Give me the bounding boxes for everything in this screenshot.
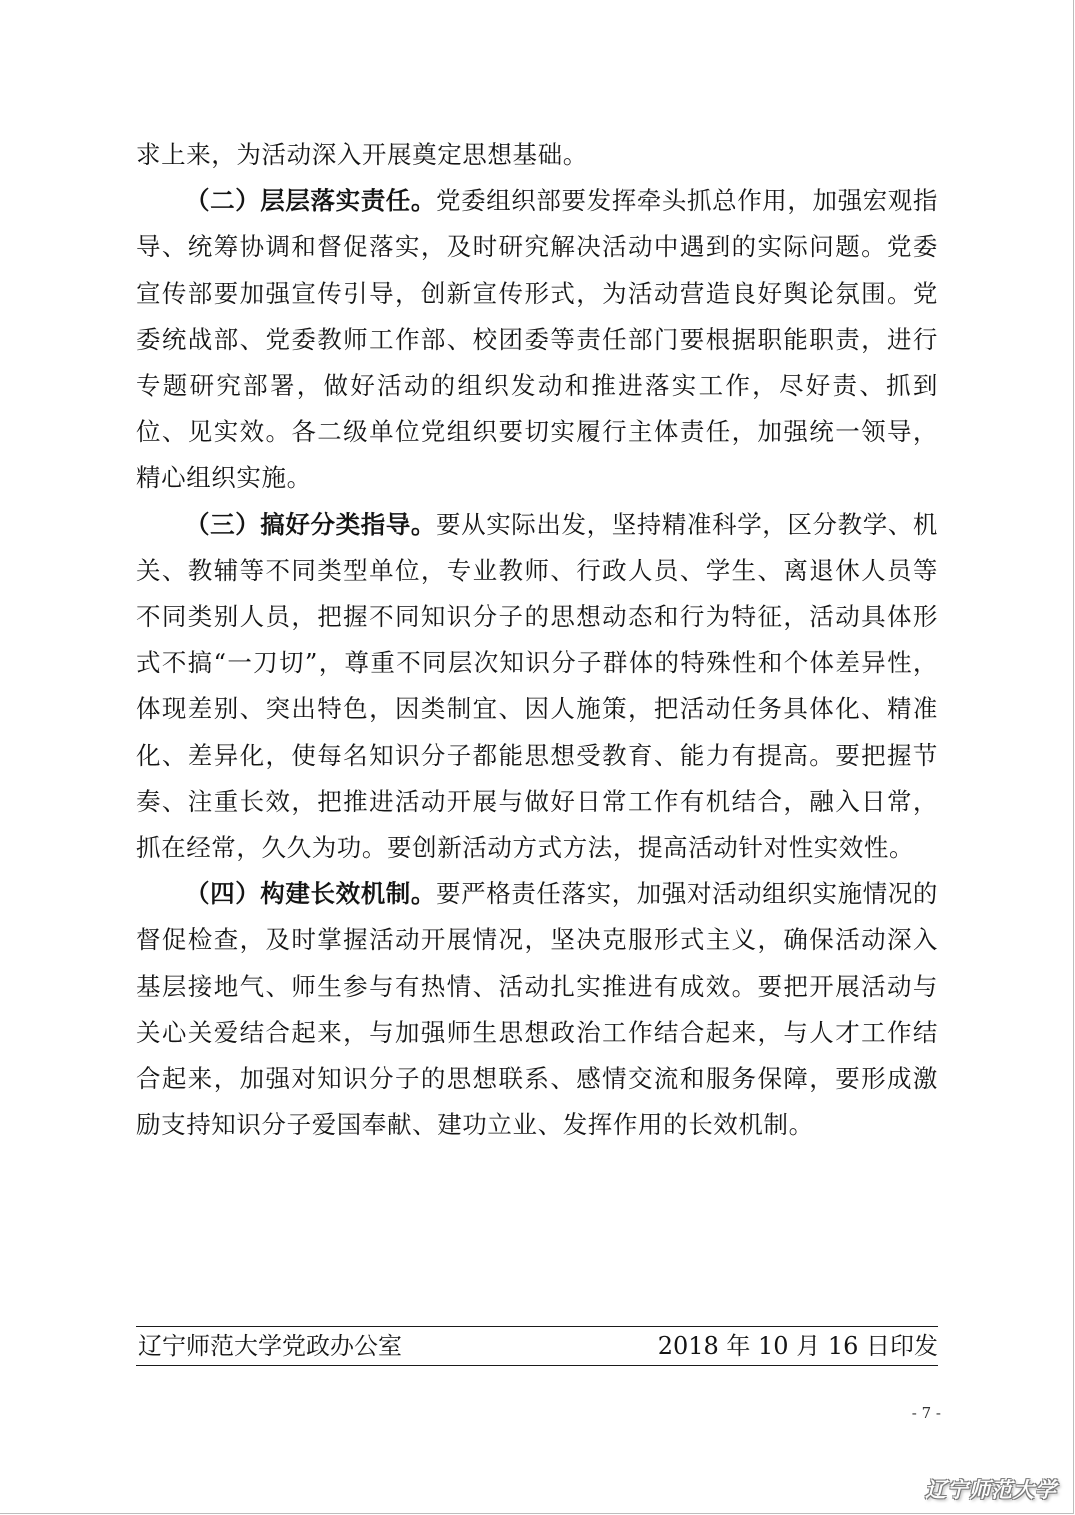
imprint-line (136, 1326, 938, 1366)
section-heading: （四）构建长效机制。 (185, 879, 436, 909)
watermark-logo: 辽宁师范大学 (925, 1478, 1057, 1502)
paragraph-section-3 (136, 502, 938, 872)
paragraph-text: 党委组织部要发挥牵头抓总作用，加强宏观指导、统筹协调和督促落实，及时研究解决活动中遇到的实际问题。党委宣传部要加强宣传引导，创新宣传形式，为活动营造良好舆论氛围。党委统战部、党委教师工作部、校团委等责任部门要根据职能职责，进行专题研究部署，做好活动的组织发动和推进落实工作，尽好责、抓到位、见实效。各二级单位党组织要切实履行主体责任，加强统一领导，精心组织实施。 (136, 186, 938, 493)
paragraph-text: 求上来，为活动深入开展奠定思想基础。 (136, 140, 588, 169)
paragraph-text: 要严格责任落实，加强对活动组织实施情况的督促检查，及时掌握活动开展情况，坚决克服形式主义，确保活动深入基层接地气、师生参与有热情、活动扎实推进有成效。要把开展活动与关心关爱结合起来，与加强师生思想政治工作结合起来，与人才工作结合起来，加强对知识分子的思想联系、感情交流和服务保障，要形成激励支持知识分子爱国奉献、建功立业、发挥作用的长效机制。 (136, 879, 938, 1140)
page-number: - 7 - (911, 1404, 941, 1422)
issue-date: 2018 年 10 月 16 日印发 (657, 1332, 938, 1360)
paragraph-section-4 (136, 871, 938, 1148)
section-heading: （三）搞好分类指导。 (185, 509, 436, 539)
paragraph-continuation (136, 132, 938, 178)
paragraph-section-2 (136, 178, 938, 501)
paragraph-text: 要从实际出发，坚持精准科学，区分教学、机关、教辅等不同类型单位，专业教师、行政人员、学生、离退休人员等不同类别人员，把握不同知识分子的思想动态和行为特征，活动具体形式不搞“一刀切”，尊重不同层次知识分子群体的特殊性和个体差异性，体现差别、突出特色，因类制宜、因人施策，把活动任务具体化、精准化、差异化，使每名知识分子都能思想受教育、能力有提高。要把握节奏、注重长效，把推进活动开展与做好日常工作有机结合，融入日常，抓在经常，久久为功。要创新活动方式方法，提高活动针对性实效性。 (136, 509, 938, 863)
document-body (136, 132, 938, 1148)
section-heading: （二）层层落实责任。 (185, 186, 436, 216)
issuer-name: 辽宁师范大学党政办公室 (138, 1332, 402, 1360)
